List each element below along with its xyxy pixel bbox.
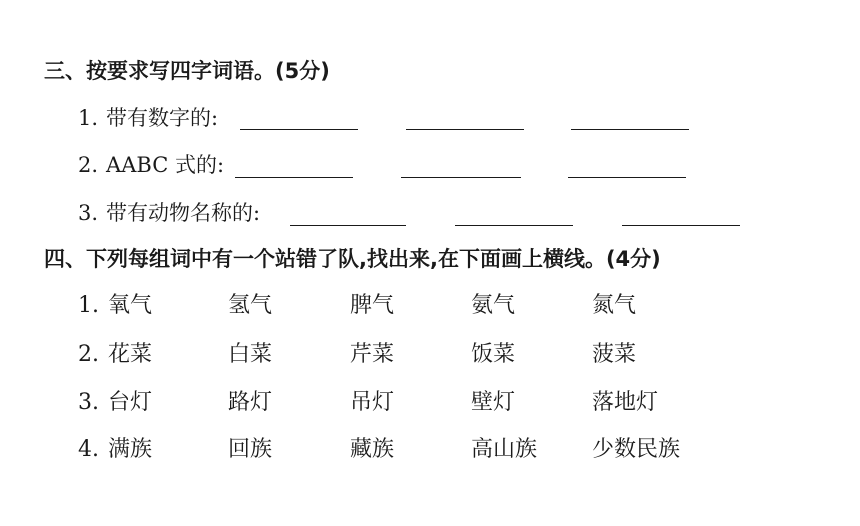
word-option[interactable]: 氮气	[592, 293, 637, 318]
question-number: 3.	[78, 201, 99, 225]
word-option[interactable]: 满族	[108, 437, 153, 462]
word-option[interactable]: 台灯	[108, 390, 153, 415]
question-3-2	[78, 151, 224, 179]
answer-blank-1a[interactable]	[240, 129, 358, 130]
answer-blank-1c[interactable]	[571, 129, 689, 130]
word-option[interactable]: 落地灯	[592, 390, 659, 415]
word-option[interactable]: 高山族	[471, 437, 538, 462]
question-prompt: 带有数字的:	[106, 106, 219, 130]
group-number: 3.	[78, 390, 99, 415]
section-3-heading: 三、按要求写四字词语。(5分)	[44, 59, 330, 83]
question-3-1	[78, 104, 218, 132]
answer-blank-3c[interactable]	[622, 225, 740, 226]
word-option[interactable]: 藏族	[350, 437, 395, 462]
answer-blank-2c[interactable]	[568, 177, 686, 178]
answer-blank-1b[interactable]	[406, 129, 524, 130]
question-number: 2.	[78, 153, 99, 177]
word-option[interactable]: 饭菜	[471, 342, 516, 367]
question-3-3	[78, 199, 260, 227]
section-4-heading: 四、下列每组词中有一个站错了队,找出来,在下面画上横线。(4分)	[44, 247, 661, 271]
answer-blank-3b[interactable]	[455, 225, 573, 226]
word-option[interactable]: 花菜	[108, 342, 153, 367]
word-option[interactable]: 回族	[228, 437, 273, 462]
word-option[interactable]: 路灯	[228, 390, 273, 415]
word-option[interactable]: 白菜	[228, 342, 273, 367]
word-option[interactable]: 菠菜	[592, 342, 637, 367]
word-option[interactable]: 壁灯	[471, 390, 516, 415]
word-option[interactable]: 氧气	[108, 293, 153, 318]
word-option[interactable]: 吊灯	[350, 390, 395, 415]
answer-blank-2b[interactable]	[401, 177, 521, 178]
question-prompt: 带有动物名称的:	[106, 201, 261, 225]
group-number: 4.	[78, 437, 99, 462]
word-option[interactable]: 氨气	[471, 293, 516, 318]
answer-blank-3a[interactable]	[290, 225, 406, 226]
answer-blank-2a[interactable]	[235, 177, 353, 178]
question-prompt: AABC 式的:	[106, 153, 225, 177]
group-number: 1.	[78, 293, 99, 318]
word-option[interactable]: 脾气	[350, 293, 395, 318]
group-number: 2.	[78, 342, 99, 367]
word-option[interactable]: 氢气	[228, 293, 273, 318]
word-option[interactable]: 少数民族	[592, 437, 681, 462]
word-option[interactable]: 芹菜	[350, 342, 395, 367]
question-number: 1.	[78, 106, 99, 130]
